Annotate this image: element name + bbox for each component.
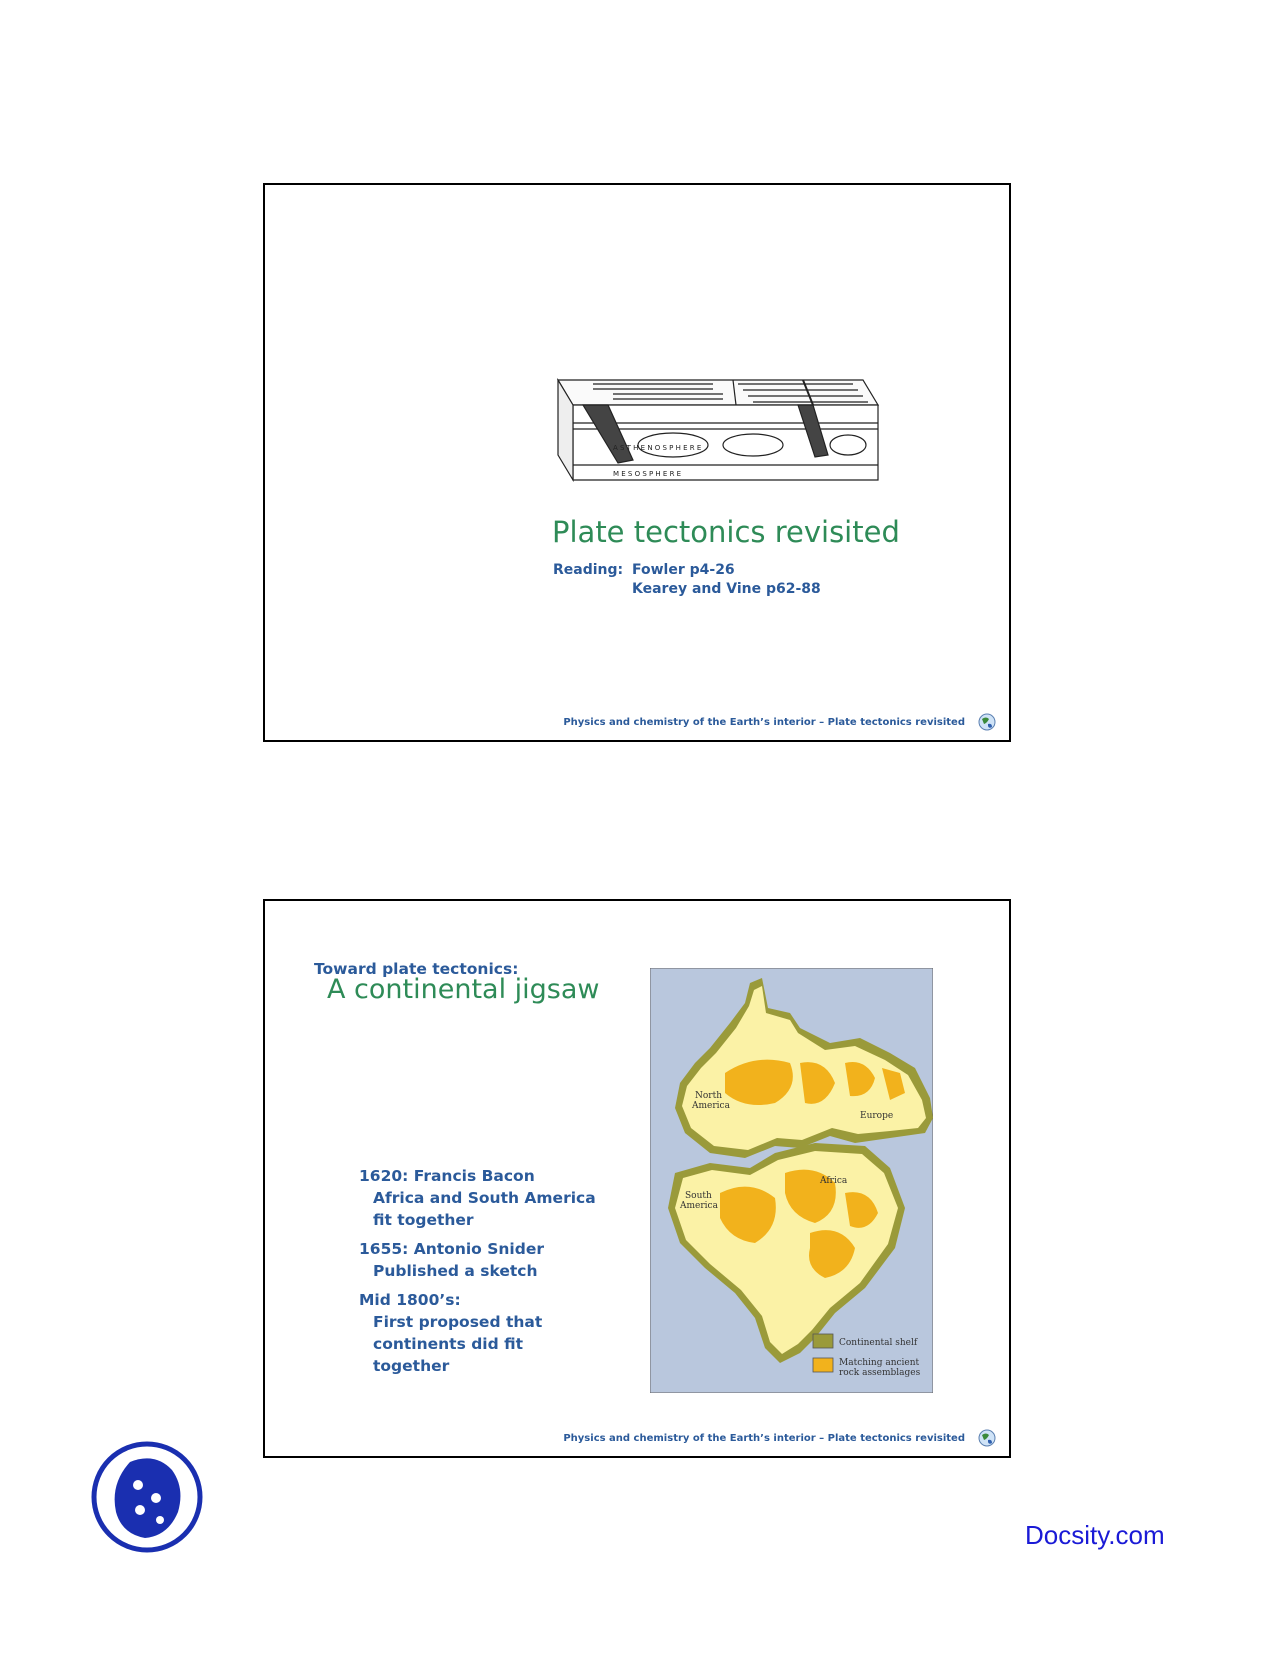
slide-2: [263, 899, 1011, 1458]
list-item-detail: fit together: [373, 1211, 474, 1229]
asthenosphere-label: A S T H E N O S P H E R E: [613, 444, 702, 452]
reading-label: Reading:: [553, 562, 624, 578]
map-label-north-america: North America: [692, 1091, 730, 1111]
list-item-detail: Africa and South America: [373, 1189, 596, 1207]
globe-icon: [977, 1428, 997, 1448]
slide-footer: Physics and chemistry of the Earth’s interior – Plate tectonics revisited: [563, 717, 965, 728]
legend-label-rocks: Matching ancient rock assemblages: [839, 1358, 921, 1378]
list-item-detail: together: [373, 1357, 450, 1375]
plate-tectonics-diagram: [553, 375, 883, 505]
slide-1-title: Plate tectonics revisited: [552, 515, 900, 549]
list-item: [359, 1165, 596, 1231]
map-label-south-america: South America: [680, 1191, 718, 1211]
legend-label-shelf: Continental shelf: [839, 1338, 918, 1348]
map-label-africa: Africa: [820, 1176, 848, 1186]
docsity-link[interactable]: Docsity.com: [1025, 1520, 1165, 1550]
list-item: [359, 1238, 596, 1282]
list-item-heading: 1655: Antonio Snider: [359, 1240, 544, 1258]
list-item-detail: First proposed that: [373, 1313, 543, 1331]
slide-2-kicker: Toward plate tectonics:: [314, 960, 519, 978]
globe-icon: [977, 712, 997, 732]
reading-item: Fowler p4-26: [632, 562, 735, 578]
list-item-heading: 1620: Francis Bacon: [359, 1167, 535, 1185]
slide-2-title: A continental jigsaw: [327, 974, 600, 1005]
mesosphere-label: M E S O S P H E R E: [613, 470, 682, 478]
list-item: [359, 1289, 596, 1377]
list-item-heading: Mid 1800’s:: [359, 1291, 461, 1309]
map-label-europe: Europe: [860, 1111, 894, 1121]
history-list: [359, 1165, 596, 1384]
pangaea-map: [650, 968, 933, 1393]
slide-1: [263, 183, 1011, 742]
docsity-logo-icon[interactable]: [90, 1440, 205, 1555]
list-item-detail: Published a sketch: [373, 1262, 538, 1280]
reading-item: Kearey and Vine p62-88: [632, 581, 821, 597]
list-item-detail: continents did fit: [373, 1335, 524, 1353]
legend-swatch-shelf: [813, 1334, 833, 1348]
legend-swatch-rocks: [813, 1358, 833, 1372]
slide-footer: Physics and chemistry of the Earth’s interior – Plate tectonics revisited: [563, 1433, 965, 1444]
